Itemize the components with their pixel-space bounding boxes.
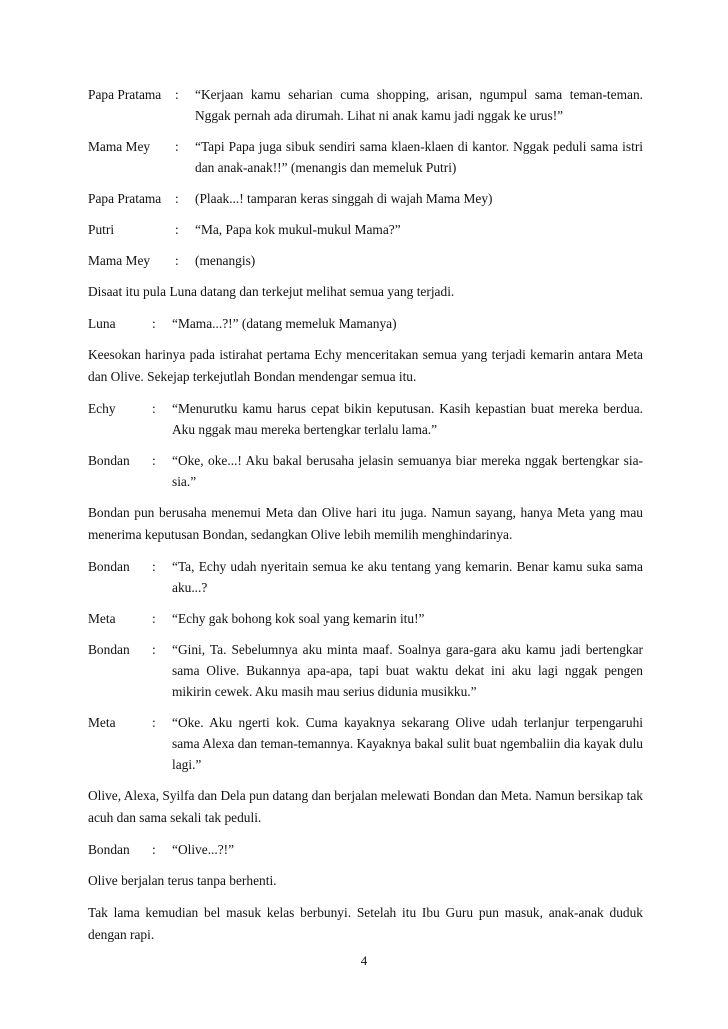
narration-paragraph: Bondan pun berusaha menemui Meta dan Olive hari itu juga. Namun sayang, hanya Meta yang mau menerima keputusan Bondan, sedangkan Olive lebih memilih menghindarinya. [88,505,643,542]
dialog-colon: : [152,842,156,857]
speaker-name: Bondan [88,642,130,657]
speaker-name: Meta [88,611,116,626]
dialog-speech: “Menurutku kamu harus cepat bikin keputusan. Kasih kepastian buat mereka berdua. Aku nggak mau mereka bertengkar terlalu lama.” [172,401,643,437]
dialog-line [88,450,643,492]
speaker-name: Putri [88,222,115,237]
dialog-line [88,136,643,178]
dialog-text [175,250,643,271]
speaker-name: Echy [88,401,116,416]
dialog-line [88,608,643,629]
dialog-text [175,219,643,240]
dialog-colon: : [175,139,179,154]
narration-paragraph: Tak lama kemudian bel masuk kelas berbunyi. Setelah itu Ibu Guru pun masuk, anak-anak duduk dengan rapi. [88,905,643,942]
dialog-line [88,639,643,702]
dialog-text [152,639,643,702]
speaker-name: Papa Pratama [88,191,162,206]
speaker-name: Bondan [88,842,130,857]
dialog-colon: : [152,453,156,468]
dialog-colon: : [152,715,156,730]
dialog-text [152,608,643,629]
narration-paragraph: Disaat itu pula Luna datang dan terkejut melihat semua yang terjadi. [88,284,455,299]
dialog-text [152,398,643,440]
dialog-speech: (menangis) [195,253,256,268]
page-number: 4 [360,953,368,968]
speaker-name: Mama Mey [88,253,151,268]
dialog-colon: : [175,191,179,206]
dialog-text [152,450,643,492]
document-page [88,84,643,956]
dialog-speech: “Echy gak bohong kok soal yang kemarin itu!” [172,611,425,626]
dialog-speech: “Mama...?!” (datang memeluk Mamanya) [172,316,397,331]
dialog-line [88,398,643,440]
dialog-line [88,712,643,775]
dialog-colon: : [152,642,156,657]
dialog-speech: “Olive...?!” [172,842,235,857]
speaker-name: Papa Pratama [88,87,162,102]
dialog-line [88,839,643,860]
dialog-line [88,250,643,271]
dialog-speech: “Ma, Papa kok mukul-mukul Mama?” [195,222,401,237]
dialog-text [152,313,643,334]
dialog-colon: : [175,253,179,268]
dialog-speech: (Plaak...! tamparan keras singgah di wajah Mama Mey) [195,191,493,206]
dialog-text [152,839,643,860]
speaker-name: Mama Mey [88,139,151,154]
dialog-colon: : [152,401,156,416]
dialog-line [88,84,643,126]
speaker-name: Meta [88,715,116,730]
dialog-speech: “Oke. Aku ngerti kok. Cuma kayaknya sekarang Olive udah terlanjur terpengaruhi sama Alexa dan teman-temannya. Kayaknya bakal sulit buat ngembaliin dia kayak dulu lagi.” [172,715,643,772]
dialog-text [175,136,643,178]
dialog-text [175,84,643,126]
dialog-text [152,556,643,598]
speaker-name: Bondan [88,453,130,468]
speaker-name: Bondan [88,559,130,574]
dialog-speech: “Gini, Ta. Sebelumnya aku minta maaf. Soalnya gara-gara aku kamu jadi bertengkar sama Olive. Bukannya apa-apa, tapi buat waktu dekat ini aku lagi nggak pengen mikirin cewek. Aku masih mau serius didunia musikku.” [172,642,643,699]
dialog-text [152,712,643,775]
dialog-speech: “Tapi Papa juga sibuk sendiri sama klaen-klaen di kantor. Nggak peduli sama istri dan anak-anak!!” (menangis dan memeluk Putri) [195,139,643,175]
narration-paragraph: Olive, Alexa, Syilfa dan Dela pun datang dan berjalan melewati Bondan dan Meta. Namun bersikap tak acuh dan sama sekali tak peduli. [88,788,643,825]
dialog-colon: : [175,222,179,237]
speaker-name: Luna [88,316,116,331]
narration-paragraph: Keesokan harinya pada istirahat pertama Echy menceritakan semua yang terjadi kemarin antara Meta dan Olive. Sekejap terkejutlah Bondan mendengar semua itu. [88,347,643,384]
dialog-colon: : [152,611,156,626]
dialog-line [88,188,643,209]
dialog-colon: : [152,559,156,574]
dialog-speech: “Kerjaan kamu seharian cuma shopping, arisan, ngumpul sama teman-teman. Nggak pernah ada dirumah. Lihat ni anak kamu jadi nggak ke urus!” [195,87,643,123]
dialog-colon: : [175,87,179,102]
dialog-line [88,556,643,598]
dialog-speech: “Oke, oke...! Aku bakal berusaha jelasin semuanya biar mereka nggak bertengkar sia-sia.” [172,453,643,489]
dialog-line [88,219,643,240]
narration-paragraph: Olive berjalan terus tanpa berhenti. [88,873,277,888]
dialog-line [88,313,643,334]
dialog-colon: : [152,316,156,331]
dialog-speech: “Ta, Echy udah nyeritain semua ke aku tentang yang kemarin. Benar kamu suka sama aku...? [172,559,643,595]
dialog-text [175,188,643,209]
